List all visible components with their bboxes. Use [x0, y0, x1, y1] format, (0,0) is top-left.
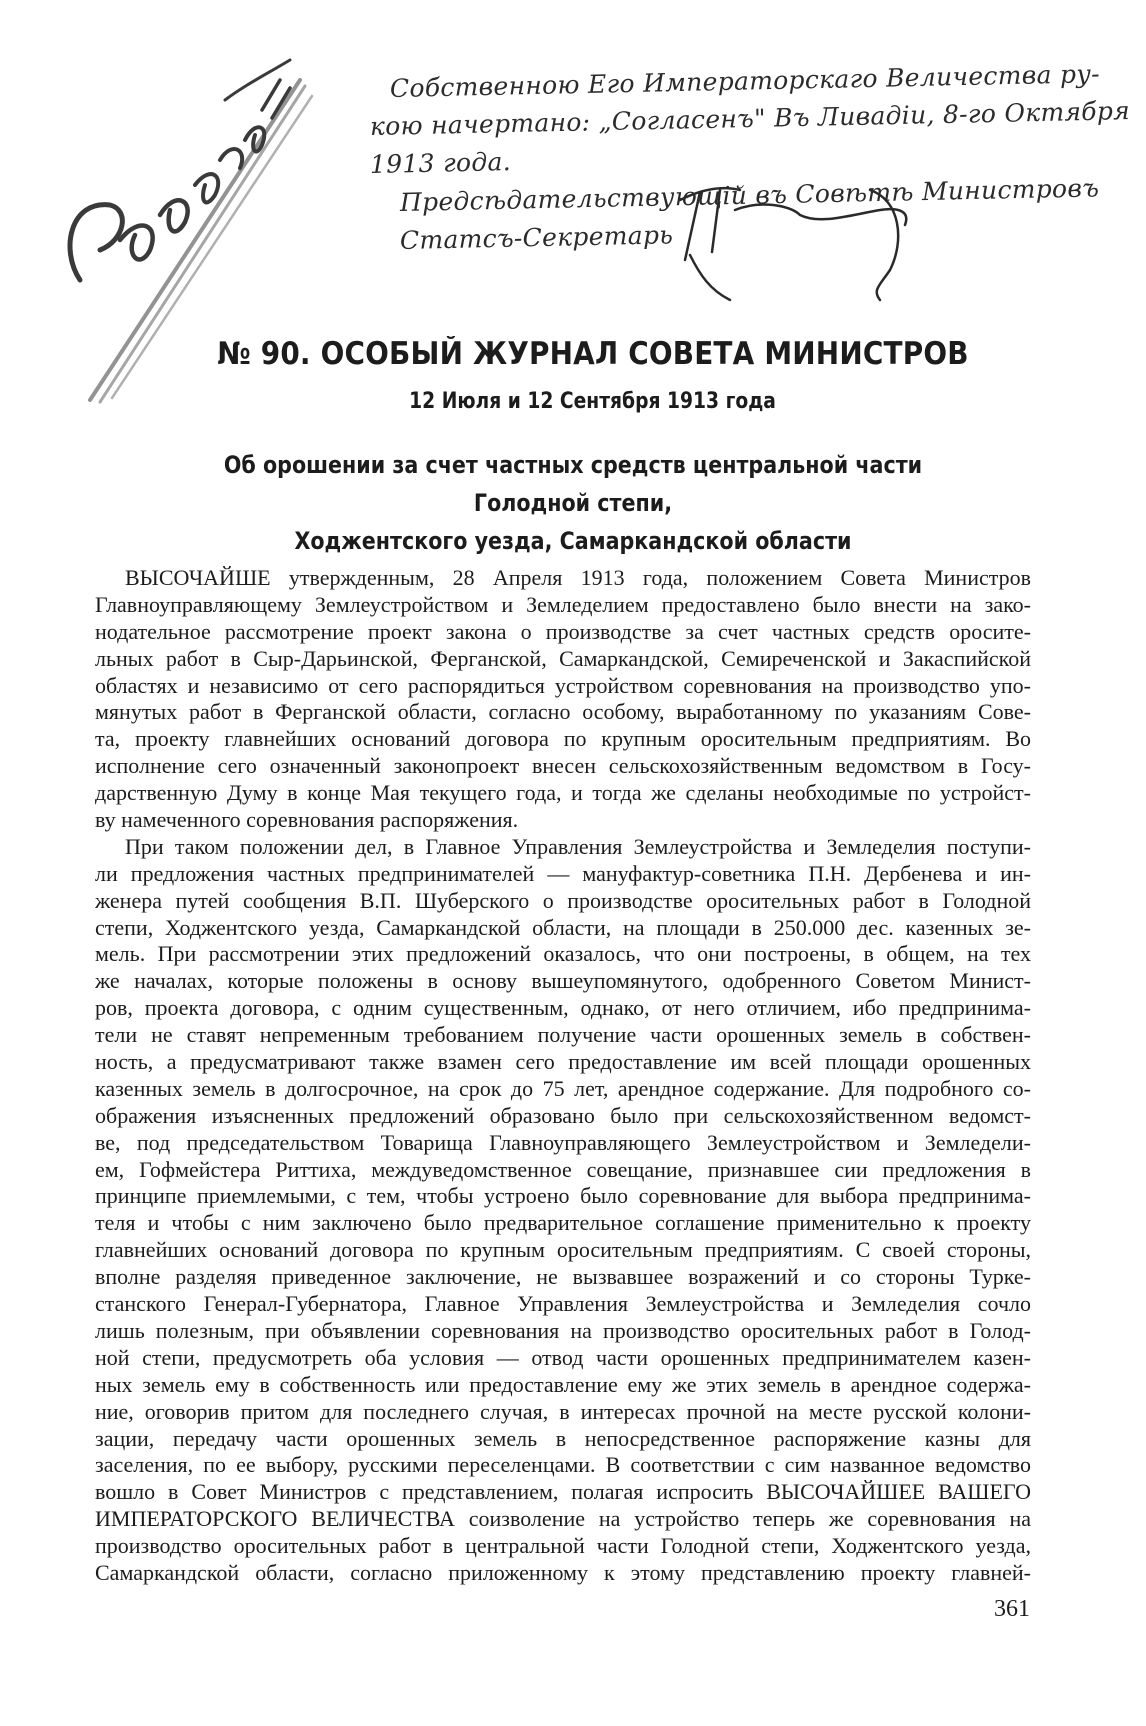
text-line: теля и чтобы с ним заключено было предварительное соглашение применительно к проекту — [95, 1210, 1031, 1236]
text-line: нодательное рассмотрение проект закона о производстве за счет частных средств оросите- — [95, 618, 1031, 644]
text-line: дарственную Думу в конце Мая текущего года, и тогда же сделаны необходимые по устройст- — [95, 780, 1031, 806]
text-line: та, проекту главнейших оснований договора по крупным оросительным предприятиям. Во — [95, 726, 1031, 752]
handwritten-approval-note — [369, 59, 1131, 260]
text-line: льных работ в Сыр-Дарьинской, Ферганской, Самаркандской, Семиреченской и Закаспийской — [95, 645, 1031, 671]
text-line: Самаркандской области, согласно приложенному к этому представлению проекту главней- — [95, 1559, 1031, 1585]
text-line: лишь полезным, при объявлении соревнования на производство оросительных работ в Голод- — [95, 1317, 1031, 1343]
text-line: степи, Ходжентского уезда, Самаркандской области, на площади в 250.000 дес. казенных зе- — [95, 914, 1031, 940]
body-text — [95, 565, 1031, 1587]
text-line: казенных земель в долгосрочное, на срок до 75 лет, арендное содержание. Для подробного со- — [95, 1075, 1031, 1101]
subject-line: Об орошении за счет частных средств центральной части Голодной степи, — [223, 451, 923, 517]
handwritten-line: Собственною Его Императорскаго Величества ру- — [389, 59, 1101, 103]
text-line: производство оросительных работ в центральной части Голодной степи, Ходжентского уезда, — [95, 1533, 1031, 1559]
text-line: ной степи, предусмотреть оба условия — отвод части орошенных предпринимателем казен- — [95, 1344, 1031, 1370]
text-line: принципе приемлемыми, с тем, чтобы устроено было соревнование для выбора предпринима- — [95, 1183, 1031, 1209]
text-line: исполнение сего означенный законопроект внесен сельскохозяйственным ведомством в Госу- — [95, 753, 1031, 779]
text-line: ли предложения частных предпринимателей — мануфактур-советника П.Н. Дербенева и ин- — [95, 860, 1031, 886]
text-line: заселения, по ее выбору, русскими переселенцами. В соответствии с сим названное ведомство — [95, 1452, 1031, 1478]
text-line: При таком положении дел, в Главное Управления Землеустройства и Земледелия поступи- — [125, 833, 1031, 859]
subject-line: Ходжентского уезда, Самаркандской области — [294, 527, 852, 555]
page-number: 361 — [994, 1596, 1030, 1622]
text-line: женера путей сообщения В.П. Шуберского о производстве оросительных работ в Голодной — [95, 887, 1031, 913]
text-line: мель. При рассмотрении этих предложений оказалось, что они построены, в общем, на тех — [95, 941, 1031, 967]
text-line: областях и независимо от сего распорядиться устройством соревнования на производство упо- — [95, 672, 1031, 698]
text-line: ных земель ему в собственность или предоставление ему же этих земель в арендное содержа- — [95, 1371, 1031, 1397]
text-line: ве, под председательством Товарища Главноуправляющего Землеустройством и Земледели- — [95, 1129, 1031, 1155]
text-line: ИМПЕРАТОРСКОГО ВЕЛИЧЕСТВА соизволение на устройство теперь же соревнования на — [95, 1506, 1031, 1532]
handwritten-line: кою начертано: „Согласенъ" Въ Ливадiи, 8-го Октября — [369, 96, 1131, 141]
handwritten-line: Статсъ-Секретарь — [399, 220, 674, 255]
document-date: 12 Июля и 12 Сентября 1913 года — [409, 389, 776, 414]
text-line: станского Генерал-Губернатора, Главное Управления Землеустройства и Земледелия сочло — [95, 1291, 1031, 1317]
document-title: № 90. ОСОБЫЙ ЖУРНАЛ СОВЕТА МИНИСТРОВ — [217, 336, 969, 372]
text-line: же началах, которые положены в основу вышеупомянутого, одобренного Советом Минист- — [95, 968, 1031, 994]
text-line: тели не ставят непременным требованием получение части орошенных земель в собствен- — [95, 1022, 1031, 1048]
text-line: ность, а предусматривают также взамен сего предоставление им всей площади орошенных — [95, 1049, 1031, 1075]
text-line: ние, оговорив притом для последнего случая, в интересах прочной на месте русской колони- — [95, 1398, 1031, 1424]
text-line: ров, проекта договора, с одним существенным, однако, от него отличием, ибо предпринима- — [95, 995, 1031, 1021]
text-line: зации, передачу части орошенных земель в непосредственное распоряжение казны для — [95, 1425, 1031, 1451]
text-line: ображения изъясненных предложений образовано было при сельскохозяйственном ведомст- — [95, 1102, 1031, 1128]
text-line: Главноуправляющему Землеустройством и Земледелием предоставлено было внести на зако- — [95, 591, 1031, 617]
document-subject — [166, 446, 980, 560]
handwritten-line: Предсѣдательствующiй въ Совѣтѣ Министровъ — [399, 173, 1100, 217]
text-line: ВЫСОЧАЙШЕ утвержденным, 28 Апреля 1913 года, положением Совета Министров — [125, 565, 1031, 590]
text-line: вошло в Совет Министров с представлением, полагая испросить ВЫСОЧАЙШЕЕ ВАШЕГО — [95, 1479, 1031, 1505]
text-line: главнейших оснований договора по крупным оросительным предприятиям. С своей стороны, — [95, 1237, 1031, 1263]
text-line: ву намеченного соревнования распоряжения. — [95, 807, 519, 833]
text-line: мянутых работ в Ферганской области, согласно особому, выработанному по указаниям Сове- — [95, 699, 1031, 725]
text-line: вполне разделяя приведенное заключение, не вызвавшее возражений и со стороны Турке- — [95, 1264, 1031, 1290]
text-line: ем, Гофмейстера Риттиха, междуведомственное совещание, признавшее сии предложения в — [95, 1156, 1031, 1182]
handwritten-line: 1913 года. — [369, 147, 512, 179]
